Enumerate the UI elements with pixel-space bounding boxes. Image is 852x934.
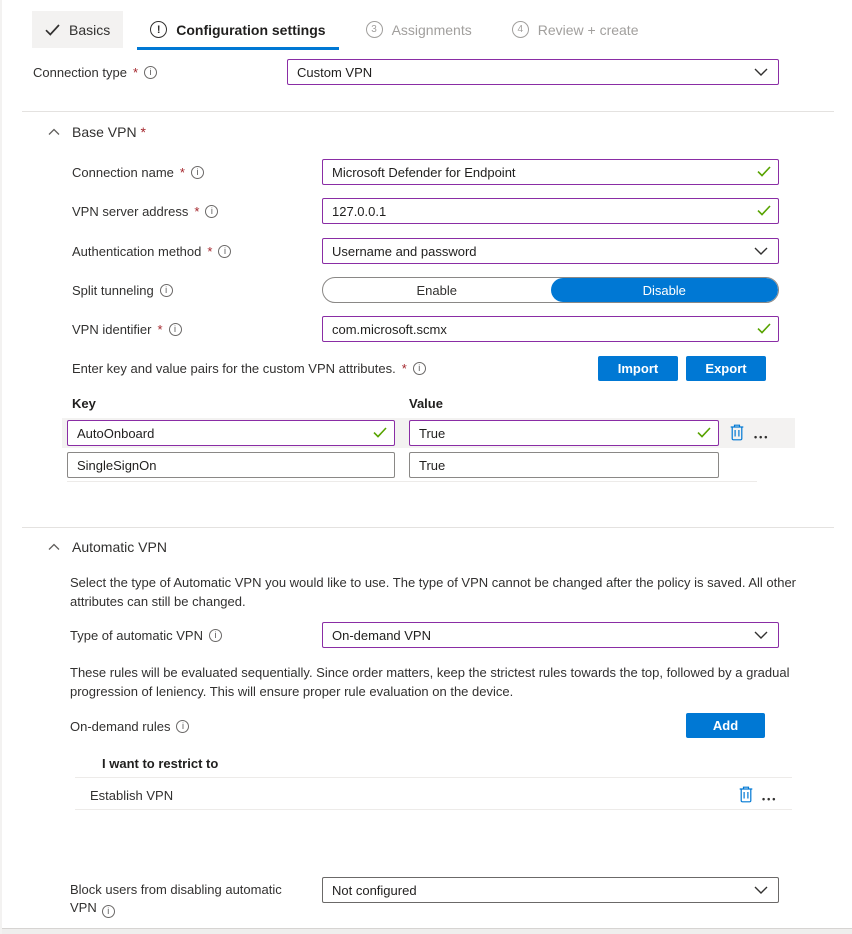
kv-table-bottom-line [67, 481, 757, 482]
kv-row-2-key-field [67, 452, 395, 478]
vpn-identifier-label: VPN identifier * i [72, 322, 182, 337]
tab-assignments[interactable] [353, 11, 485, 48]
chevron-down-icon [754, 247, 768, 256]
section-divider [22, 527, 834, 528]
key-column-header: Key [72, 396, 96, 411]
info-icon[interactable]: i [169, 323, 182, 336]
split-tunneling-enable-option[interactable]: Enable [416, 282, 457, 298]
bottom-edge-bar [2, 928, 852, 934]
kv-row-2-key-input[interactable] [67, 452, 395, 478]
tab-review-label: Review + create [537, 21, 639, 38]
info-icon[interactable]: i [413, 362, 426, 375]
trash-icon [730, 424, 744, 441]
tab-configuration-label: Configuration settings [176, 21, 326, 38]
value-column-header: Value [409, 396, 443, 411]
info-icon[interactable]: i [209, 629, 222, 642]
rules-table-line [75, 777, 792, 778]
connection-type-label: Connection type * i [33, 65, 157, 80]
vpn-server-address-field [322, 198, 779, 224]
info-icon[interactable]: i [218, 245, 231, 258]
import-button[interactable]: Import [598, 356, 678, 381]
check-icon [45, 24, 60, 36]
step-4-icon: 4 [512, 21, 529, 38]
kv-row-1-more-button[interactable] [754, 428, 769, 443]
chevron-up-icon [48, 543, 60, 551]
block-users-label: Block users from disabling automatic VPN i [70, 882, 282, 916]
on-demand-rules-description: These rules will be evaluated sequentially. Since order matters, keep the strictest rules towards the top, followed by a gradual progression of leniency. This will ensure proper rule evaluation on the device. [70, 665, 790, 699]
info-icon[interactable]: i [144, 66, 157, 79]
split-tunneling-toggle [322, 277, 779, 303]
tab-review-create[interactable] [499, 11, 652, 48]
kv-row-2-value-field [409, 452, 719, 478]
connection-type-select[interactable] [287, 59, 779, 85]
type-of-automatic-vpn-select[interactable] [322, 622, 779, 648]
rule-row-value: Establish VPN [90, 788, 174, 803]
vpn-identifier-input[interactable] [322, 316, 779, 342]
wizard-steps [32, 11, 652, 48]
split-tunneling-label: Split tunneling i [72, 283, 173, 298]
block-users-value: Not configured [332, 882, 417, 898]
tab-configuration-settings[interactable] [137, 11, 338, 48]
info-icon[interactable]: i [205, 205, 218, 218]
base-vpn-section-header[interactable] [48, 124, 146, 140]
on-demand-rules-label: On-demand rules i [70, 719, 189, 734]
tab-assignments-label: Assignments [391, 21, 472, 38]
chevron-up-icon [48, 128, 60, 136]
kv-row-1-key-field [67, 420, 395, 446]
vpn-server-address-input[interactable] [322, 198, 779, 224]
authentication-method-label: Authentication method * i [72, 244, 231, 259]
block-users-select[interactable] [322, 877, 779, 903]
trash-icon [739, 786, 753, 803]
kv-row-1-delete-button[interactable] [730, 424, 744, 444]
add-rule-button[interactable]: Add [686, 713, 765, 738]
automatic-vpn-title: Automatic VPN [72, 539, 167, 555]
info-icon[interactable]: i [176, 720, 189, 733]
automatic-vpn-section-header[interactable] [48, 539, 167, 555]
info-icon[interactable]: i [102, 905, 115, 918]
kv-row-2-value-input[interactable] [409, 452, 719, 478]
custom-attributes-caption: Enter key and value pairs for the custom VPN attributes. * i [72, 361, 426, 376]
connection-type-value: Custom VPN [297, 64, 373, 80]
split-tunneling-disable-option[interactable]: Disable [551, 278, 779, 302]
chevron-down-icon [754, 886, 768, 895]
step-3-icon: 3 [366, 21, 383, 38]
tab-basics[interactable] [32, 11, 123, 48]
rule-row-more-button[interactable] [762, 790, 777, 805]
chevron-down-icon [754, 631, 768, 640]
rules-table-line [75, 809, 792, 810]
type-of-automatic-vpn-value: On-demand VPN [332, 627, 431, 643]
connection-name-field [322, 159, 779, 185]
vpn-server-address-label: VPN server address * i [72, 204, 218, 219]
alert-circle-icon: ! [150, 21, 167, 38]
more-options-icon: ••• [754, 432, 770, 442]
chevron-down-icon [754, 68, 768, 77]
info-icon[interactable]: i [160, 284, 173, 297]
automatic-vpn-description: Select the type of Automatic VPN you would like to use. The type of VPN cannot be changed after the policy is saved. All other attributes can still be changed. [70, 575, 797, 609]
vpn-identifier-field [322, 316, 779, 342]
authentication-method-select[interactable] [322, 238, 779, 264]
section-divider [22, 111, 834, 112]
export-button[interactable]: Export [686, 356, 766, 381]
kv-row-1-value-input[interactable] [409, 420, 719, 446]
kv-row-1-value-field [409, 420, 719, 446]
tab-basics-label: Basics [69, 21, 111, 38]
more-options-icon: ••• [762, 794, 778, 804]
type-of-automatic-vpn-label: Type of automatic VPN i [70, 628, 222, 643]
connection-name-label: Connection name * i [72, 165, 204, 180]
connection-name-input[interactable] [322, 159, 779, 185]
rule-row-delete-button[interactable] [739, 786, 753, 806]
authentication-method-value: Username and password [332, 243, 477, 259]
rules-table-header: I want to restrict to [102, 756, 219, 771]
base-vpn-title: Base VPN * [72, 124, 146, 140]
info-icon[interactable]: i [191, 166, 204, 179]
kv-row-1-key-input[interactable] [67, 420, 395, 446]
